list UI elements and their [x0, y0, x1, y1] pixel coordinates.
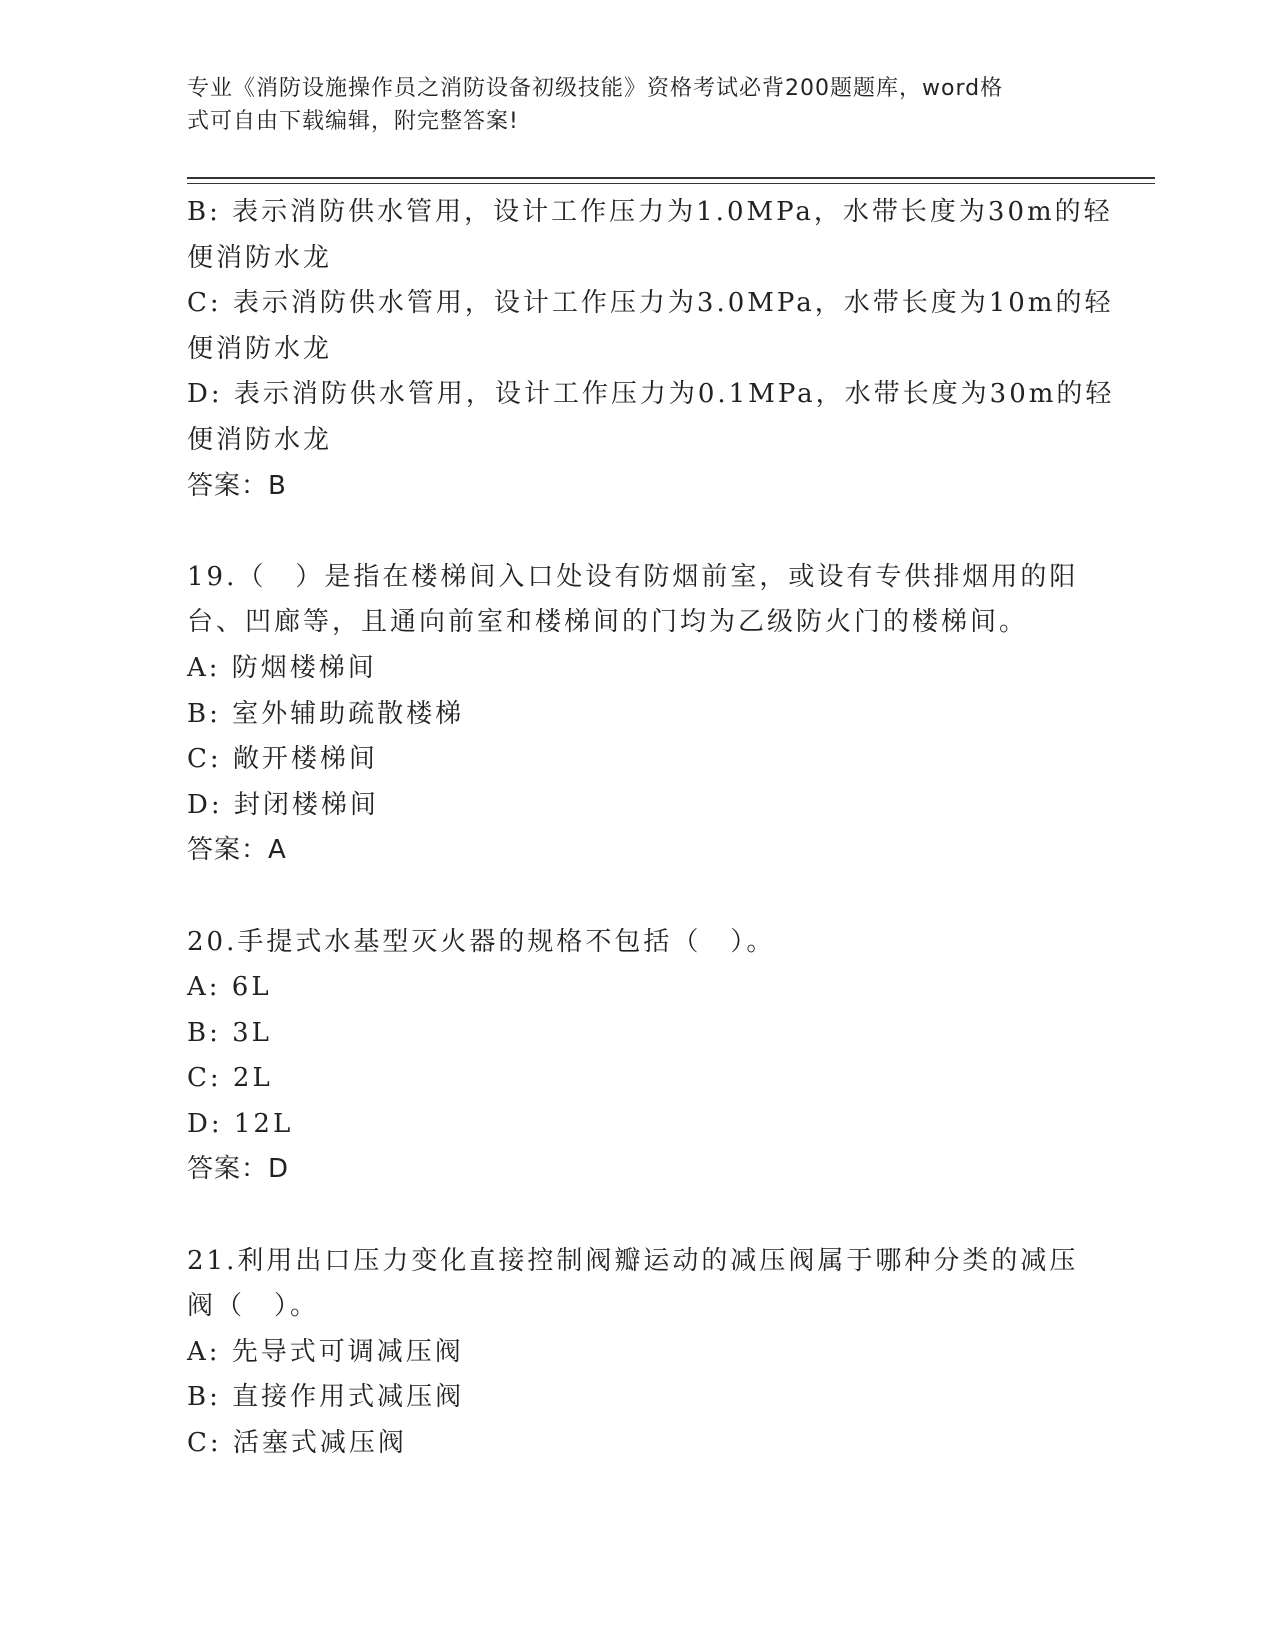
q19-option-d: D: 封闭楼梯间	[187, 789, 379, 820]
spacer	[187, 1193, 1077, 1239]
question-21	[187, 1239, 1077, 1467]
q18-answer: 答案：B	[187, 470, 287, 501]
header-line-1: 专业《消防设施操作员之消防设备初级技能》资格考试必背200题题库，word格	[187, 76, 1004, 101]
header-divider-thin	[187, 183, 1155, 184]
document-header	[187, 72, 1067, 138]
q20-stem: 20.手提式水基型灭火器的规格不包括（ ）。	[187, 926, 776, 957]
q18-option-c-line-1: C: 表示消防供水管用，设计工作压力为3.0MPa，水带长度为10m的轻	[187, 288, 1114, 319]
q20-answer: 答案：D	[187, 1154, 290, 1185]
question-19	[187, 555, 1077, 874]
q21-option-b: B: 直接作用式减压阀	[187, 1382, 465, 1413]
header-divider-thick	[187, 177, 1155, 179]
spacer	[187, 509, 1077, 555]
q19-option-a: A: 防烟楼梯间	[187, 652, 377, 683]
q18-option-d-line-1: D: 表示消防供水管用，设计工作压力为0.1MPa，水带长度为30m的轻	[187, 379, 1115, 410]
q20-option-b: B: 3L	[187, 1017, 272, 1048]
question-18-continued	[187, 190, 1115, 509]
question-20	[187, 920, 1077, 1194]
header-line-2: 式可自由下载编辑，附完整答案!	[187, 109, 519, 134]
q20-option-d: D: 12L	[187, 1108, 294, 1139]
q19-stem-line-1: 19.（ ）是指在楼梯间入口处设有防烟前室，或设有专供排烟用的阳	[187, 561, 1079, 592]
q19-option-c: C: 敞开楼梯间	[187, 744, 378, 775]
q19-answer: 答案：A	[187, 835, 287, 866]
q19-stem-line-2: 台、凹廊等，且通向前室和楼梯间的门均为乙级防火门的楼梯间。	[187, 607, 1029, 638]
q20-option-c: C: 2L	[187, 1063, 273, 1094]
q21-option-a: A: 先导式可调减压阀	[187, 1336, 464, 1367]
q18-option-b-line-2: 便消防水龙	[187, 242, 333, 273]
q18-option-d-line-2: 便消防水龙	[187, 424, 333, 455]
q21-stem-line-1: 21.利用出口压力变化直接控制阀瓣运动的减压阀属于哪种分类的减压	[187, 1245, 1079, 1276]
q20-option-a: A: 6L	[187, 972, 272, 1003]
q21-stem-line-2: 阀（ ）。	[187, 1291, 320, 1322]
q18-option-c-line-2: 便消防水龙	[187, 333, 333, 364]
q19-option-b: B: 室外辅助疏散楼梯	[187, 698, 465, 729]
question-content	[187, 190, 1115, 1467]
q21-option-c: C: 活塞式减压阀	[187, 1428, 407, 1459]
q18-option-b-line-1: B: 表示消防供水管用，设计工作压力为1.0MPa，水带长度为30m的轻	[187, 197, 1113, 227]
spacer	[187, 874, 1077, 920]
